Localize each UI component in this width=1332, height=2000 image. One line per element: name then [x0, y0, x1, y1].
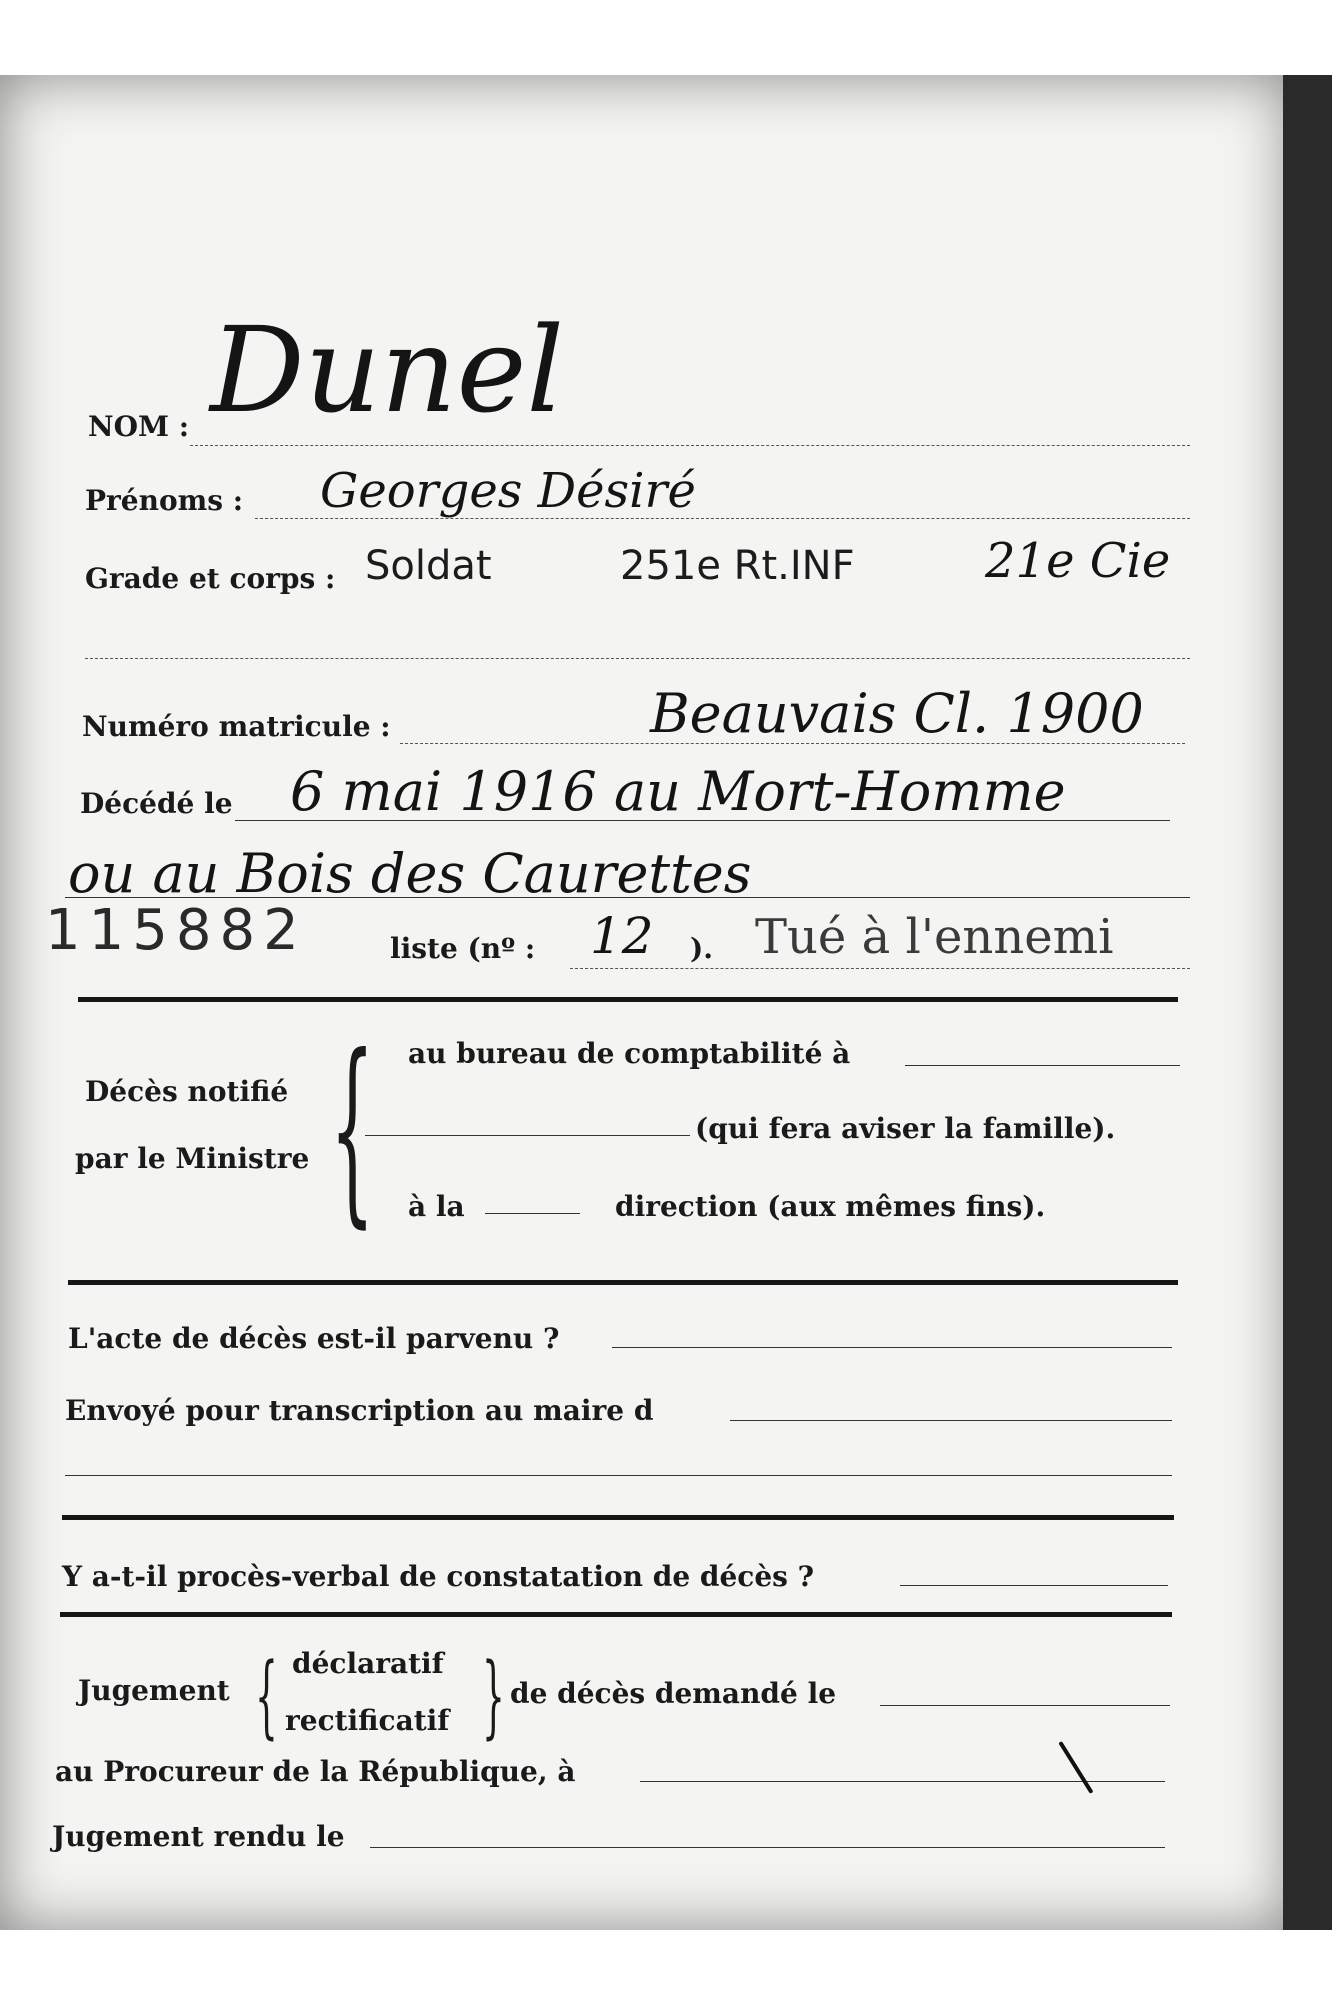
nom-label: NOM :: [88, 410, 190, 443]
decede-line: [235, 820, 1170, 821]
liste-close: ).: [690, 932, 713, 965]
notifie-a-la: à la: [408, 1190, 465, 1223]
notifie-direction: direction (aux mêmes fins).: [615, 1190, 1046, 1223]
decede-value-2: ou au Bois des Caurettes: [68, 842, 752, 905]
nom-line: [190, 445, 1190, 446]
notifie-label-2: par le Ministre: [75, 1142, 310, 1175]
liste-value: 12: [590, 907, 654, 965]
nom-value: Dunel: [210, 301, 565, 439]
jugement-rendu-line: [370, 1847, 1165, 1848]
liste-line: [570, 968, 1190, 969]
proces-verbal-question: Y a-t-il procès-verbal de constatation de décès ?: [62, 1560, 815, 1593]
prenoms-value: Georges Désiré: [320, 463, 696, 519]
acte-question: L'acte de décès est-il parvenu ?: [68, 1322, 560, 1355]
section-divider-2: [68, 1280, 1178, 1285]
jugement-rectificatif: rectificatif: [285, 1704, 450, 1737]
death-record-card: [0, 75, 1290, 1930]
matricule-value: Beauvais Cl. 1900: [650, 682, 1144, 745]
grade-value: Soldat: [365, 543, 492, 589]
envoye-line-2: [65, 1475, 1172, 1476]
notifie-brace: {: [330, 1013, 375, 1246]
regiment-value: 251e Rt.INF: [620, 543, 855, 589]
section-divider-3: [62, 1515, 1174, 1520]
jugement-demande: de décès demandé le: [510, 1677, 837, 1710]
envoye-label: Envoyé pour transcription au maire d: [65, 1394, 654, 1427]
notifie-label-1: Décès notifié: [85, 1075, 289, 1108]
acte-line: [612, 1347, 1172, 1348]
notifie-bureau-line: [905, 1065, 1180, 1066]
jugement-demande-line: [880, 1705, 1170, 1706]
jugement-declaratif: déclaratif: [292, 1647, 444, 1680]
record-number: 115882: [45, 898, 307, 963]
proces-verbal-line: [900, 1585, 1168, 1586]
prenoms-line: [255, 518, 1190, 519]
procureur-label: au Procureur de la République, à: [55, 1755, 576, 1788]
grade-label: Grade et corps :: [85, 562, 336, 595]
notifie-famille-line: [365, 1135, 690, 1136]
notifie-famille: (qui fera aviser la famille).: [695, 1112, 1116, 1145]
blank-line: [85, 658, 1190, 659]
jugement-label: Jugement: [78, 1674, 230, 1707]
matricule-line: [400, 743, 1185, 744]
jugement-rendu-label: Jugement rendu le: [52, 1820, 345, 1853]
card-edge-shadow: [1283, 75, 1332, 1930]
notifie-direction-line: [485, 1213, 580, 1214]
cause-stamp: Tué à l'ennemi: [755, 909, 1114, 965]
pen-mark: [1058, 1741, 1093, 1794]
jugement-brace-right: }: [482, 1644, 505, 1749]
jugement-brace-left: {: [255, 1644, 278, 1749]
matricule-label: Numéro matricule :: [82, 710, 391, 743]
notifie-bureau: au bureau de comptabilité à: [408, 1037, 851, 1070]
section-divider-4: [60, 1612, 1172, 1617]
prenoms-label: Prénoms :: [85, 484, 244, 517]
decede-label: Décédé le: [80, 787, 233, 820]
compagnie-value: 21e Cie: [985, 533, 1171, 589]
section-divider-1: [78, 997, 1178, 1002]
envoye-line: [730, 1420, 1172, 1421]
liste-label: liste (nº :: [390, 932, 536, 965]
decede-value: 6 mai 1916 au Mort-Homme: [290, 760, 1066, 823]
